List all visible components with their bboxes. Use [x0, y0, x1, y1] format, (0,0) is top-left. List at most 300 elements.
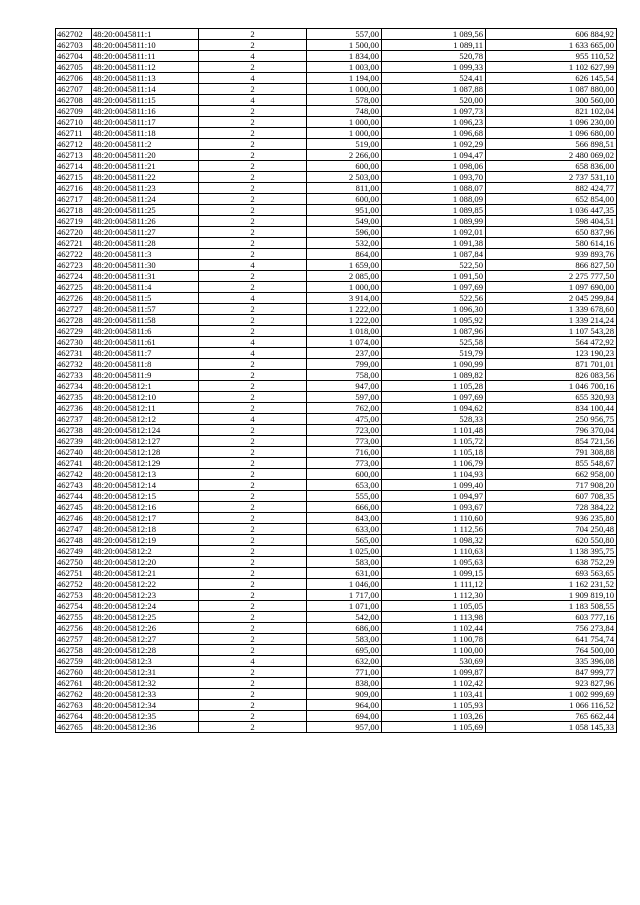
table-row — [56, 337, 617, 348]
category-cell: 2 — [199, 238, 307, 249]
category-cell: 2 — [199, 139, 307, 150]
category-cell: 2 — [199, 62, 307, 73]
area-cell: 549,00 — [307, 216, 382, 227]
cadastral-value-cell: 564 472,92 — [486, 337, 617, 348]
row-number-cell: 462747 — [56, 524, 92, 535]
category-cell: 2 — [199, 491, 307, 502]
area-cell: 600,00 — [307, 194, 382, 205]
table-row — [56, 425, 617, 436]
cadastral-number-cell: 48:20:0045812:35 — [92, 711, 199, 722]
area-cell: 1 222,00 — [307, 304, 382, 315]
row-number-cell: 462737 — [56, 414, 92, 425]
table-row — [56, 139, 617, 150]
category-cell: 2 — [199, 469, 307, 480]
cadastral-value-cell: 704 250,48 — [486, 524, 617, 535]
table-row — [56, 590, 617, 601]
specific-value-cell: 519,79 — [382, 348, 486, 359]
table-row — [56, 84, 617, 95]
table-row — [56, 414, 617, 425]
category-cell: 4 — [199, 656, 307, 667]
table-row — [56, 172, 617, 183]
row-number-cell: 462733 — [56, 370, 92, 381]
cadastral-number-cell: 48:20:0045811:15 — [92, 95, 199, 106]
cadastral-value-cell: 756 273,84 — [486, 623, 617, 634]
row-number-cell: 462716 — [56, 183, 92, 194]
specific-value-cell: 1 089,85 — [382, 205, 486, 216]
cadastral-number-cell: 48:20:0045811:4 — [92, 282, 199, 293]
category-cell: 2 — [199, 579, 307, 590]
area-cell: 716,00 — [307, 447, 382, 458]
row-number-cell: 462742 — [56, 469, 92, 480]
area-cell: 723,00 — [307, 425, 382, 436]
category-cell: 2 — [199, 117, 307, 128]
row-number-cell: 462755 — [56, 612, 92, 623]
category-cell: 2 — [199, 216, 307, 227]
cadastral-value-cell: 658 836,00 — [486, 161, 617, 172]
specific-value-cell: 1 088,09 — [382, 194, 486, 205]
category-cell: 2 — [199, 128, 307, 139]
table-row — [56, 95, 617, 106]
specific-value-cell: 1 095,63 — [382, 557, 486, 568]
cadastral-number-cell: 48:20:0045811:20 — [92, 150, 199, 161]
area-cell: 957,00 — [307, 722, 382, 733]
cadastral-value-cell: 620 550,80 — [486, 535, 617, 546]
row-number-cell: 462731 — [56, 348, 92, 359]
cadastral-number-cell: 48:20:0045811:25 — [92, 205, 199, 216]
cadastral-number-cell: 48:20:0045812:21 — [92, 568, 199, 579]
area-cell: 633,00 — [307, 524, 382, 535]
cadastral-number-cell: 48:20:0045812:127 — [92, 436, 199, 447]
cadastral-value-cell: 871 701,01 — [486, 359, 617, 370]
category-cell: 2 — [199, 392, 307, 403]
cadastral-number-cell: 48:20:0045811:16 — [92, 106, 199, 117]
specific-value-cell: 1 104,93 — [382, 469, 486, 480]
cadastral-value-cell: 765 662,44 — [486, 711, 617, 722]
specific-value-cell: 1 099,87 — [382, 667, 486, 678]
cadastral-number-cell: 48:20:0045812:10 — [92, 392, 199, 403]
row-number-cell: 462759 — [56, 656, 92, 667]
cadastral-value-cell: 123 190,23 — [486, 348, 617, 359]
row-number-cell: 462746 — [56, 513, 92, 524]
table-row — [56, 73, 617, 84]
cadastral-value-cell: 923 827,96 — [486, 678, 617, 689]
area-cell: 565,00 — [307, 535, 382, 546]
cadastral-value-cell: 626 145,54 — [486, 73, 617, 84]
row-number-cell: 462722 — [56, 249, 92, 260]
specific-value-cell: 1 105,93 — [382, 700, 486, 711]
row-number-cell: 462717 — [56, 194, 92, 205]
cadastral-value-cell: 566 898,51 — [486, 139, 617, 150]
row-number-cell: 462765 — [56, 722, 92, 733]
specific-value-cell: 1 091,50 — [382, 271, 486, 282]
area-cell: 632,00 — [307, 656, 382, 667]
area-cell: 947,00 — [307, 381, 382, 392]
category-cell: 2 — [199, 370, 307, 381]
cadastral-number-cell: 48:20:0045812:3 — [92, 656, 199, 667]
category-cell: 2 — [199, 359, 307, 370]
table-row — [56, 667, 617, 678]
cadastral-value-cell: 936 235,80 — [486, 513, 617, 524]
table-row — [56, 227, 617, 238]
area-cell: 542,00 — [307, 612, 382, 623]
specific-value-cell: 1 100,00 — [382, 645, 486, 656]
area-cell: 3 914,00 — [307, 293, 382, 304]
category-cell: 2 — [199, 502, 307, 513]
category-cell: 2 — [199, 513, 307, 524]
table-row — [56, 612, 617, 623]
cadastral-number-cell: 48:20:0045812:36 — [92, 722, 199, 733]
cadastral-value-cell: 652 854,00 — [486, 194, 617, 205]
cadastral-number-cell: 48:20:0045812:12 — [92, 414, 199, 425]
cadastral-value-cell: 866 827,50 — [486, 260, 617, 271]
specific-value-cell: 525,58 — [382, 337, 486, 348]
area-cell: 1 046,00 — [307, 579, 382, 590]
row-number-cell: 462762 — [56, 689, 92, 700]
table-row — [56, 216, 617, 227]
area-cell: 909,00 — [307, 689, 382, 700]
cadastral-number-cell: 48:20:0045812:20 — [92, 557, 199, 568]
row-number-cell: 462705 — [56, 62, 92, 73]
table-row — [56, 458, 617, 469]
cadastral-number-cell: 48:20:0045812:2 — [92, 546, 199, 557]
category-cell: 2 — [199, 601, 307, 612]
cadastral-number-cell: 48:20:0045811:2 — [92, 139, 199, 150]
row-number-cell: 462750 — [56, 557, 92, 568]
cadastral-value-cell: 641 754,74 — [486, 634, 617, 645]
table-row — [56, 568, 617, 579]
cadastral-value-cell: 764 500,00 — [486, 645, 617, 656]
cadastral-value-cell: 1 183 508,55 — [486, 601, 617, 612]
specific-value-cell: 1 087,96 — [382, 326, 486, 337]
row-number-cell: 462732 — [56, 359, 92, 370]
cadastral-number-cell: 48:20:0045812:19 — [92, 535, 199, 546]
cadastral-number-cell: 48:20:0045811:30 — [92, 260, 199, 271]
category-cell: 2 — [199, 700, 307, 711]
cadastral-value-cell: 854 721,56 — [486, 436, 617, 447]
cadastral-value-cell: 1 066 116,52 — [486, 700, 617, 711]
row-number-cell: 462730 — [56, 337, 92, 348]
row-number-cell: 462758 — [56, 645, 92, 656]
specific-value-cell: 1 102,42 — [382, 678, 486, 689]
specific-value-cell: 1 087,84 — [382, 249, 486, 260]
category-cell: 2 — [199, 557, 307, 568]
table-row — [56, 392, 617, 403]
category-cell: 2 — [199, 84, 307, 95]
row-number-cell: 462744 — [56, 491, 92, 502]
area-cell: 1 500,00 — [307, 40, 382, 51]
cadastral-number-cell: 48:20:0045811:5 — [92, 293, 199, 304]
cadastral-number-cell: 48:20:0045812:1 — [92, 381, 199, 392]
table-row — [56, 403, 617, 414]
specific-value-cell: 524,41 — [382, 73, 486, 84]
cadastral-value-cell: 1 339 214,24 — [486, 315, 617, 326]
table-row — [56, 557, 617, 568]
category-cell: 2 — [199, 711, 307, 722]
category-cell: 2 — [199, 40, 307, 51]
specific-value-cell: 1 089,99 — [382, 216, 486, 227]
area-cell: 555,00 — [307, 491, 382, 502]
cadastral-number-cell: 48:20:0045812:26 — [92, 623, 199, 634]
category-cell: 2 — [199, 612, 307, 623]
specific-value-cell: 1 097,69 — [382, 392, 486, 403]
row-number-cell: 462739 — [56, 436, 92, 447]
area-cell: 1 222,00 — [307, 315, 382, 326]
area-cell: 695,00 — [307, 645, 382, 656]
cadastral-value-cell: 650 837,96 — [486, 227, 617, 238]
row-number-cell: 462725 — [56, 282, 92, 293]
table-row — [56, 293, 617, 304]
cadastral-number-cell: 48:20:0045811:1 — [92, 29, 199, 40]
table-row — [56, 282, 617, 293]
area-cell: 578,00 — [307, 95, 382, 106]
specific-value-cell: 1 100,78 — [382, 634, 486, 645]
row-number-cell: 462713 — [56, 150, 92, 161]
specific-value-cell: 1 094,47 — [382, 150, 486, 161]
row-number-cell: 462726 — [56, 293, 92, 304]
specific-value-cell: 1 091,38 — [382, 238, 486, 249]
category-cell: 2 — [199, 326, 307, 337]
cadastral-number-cell: 48:20:0045811:10 — [92, 40, 199, 51]
table-row — [56, 711, 617, 722]
cadastral-number-cell: 48:20:0045811:14 — [92, 84, 199, 95]
table-row — [56, 238, 617, 249]
cadastral-value-cell: 580 614,16 — [486, 238, 617, 249]
cadastral-value-cell: 1 138 395,75 — [486, 546, 617, 557]
cadastral-value-cell: 1 002 999,69 — [486, 689, 617, 700]
specific-value-cell: 530,69 — [382, 656, 486, 667]
cadastral-number-cell: 48:20:0045812:34 — [92, 700, 199, 711]
area-cell: 653,00 — [307, 480, 382, 491]
row-number-cell: 462734 — [56, 381, 92, 392]
cadastral-number-cell: 48:20:0045811:21 — [92, 161, 199, 172]
table-row — [56, 623, 617, 634]
row-number-cell: 462710 — [56, 117, 92, 128]
row-number-cell: 462743 — [56, 480, 92, 491]
cadastral-value-cell: 655 320,93 — [486, 392, 617, 403]
specific-value-cell: 1 106,79 — [382, 458, 486, 469]
area-cell: 964,00 — [307, 700, 382, 711]
row-number-cell: 462749 — [56, 546, 92, 557]
area-cell: 583,00 — [307, 634, 382, 645]
table-row — [56, 689, 617, 700]
category-cell: 4 — [199, 348, 307, 359]
cadastral-number-cell: 48:20:0045811:26 — [92, 216, 199, 227]
area-cell: 694,00 — [307, 711, 382, 722]
row-number-cell: 462741 — [56, 458, 92, 469]
specific-value-cell: 1 097,69 — [382, 282, 486, 293]
table-row — [56, 304, 617, 315]
specific-value-cell: 1 099,33 — [382, 62, 486, 73]
specific-value-cell: 1 112,30 — [382, 590, 486, 601]
row-number-cell: 462756 — [56, 623, 92, 634]
cadastral-value-cell: 2 045 299,84 — [486, 293, 617, 304]
area-cell: 532,00 — [307, 238, 382, 249]
cadastral-number-cell: 48:20:0045811:18 — [92, 128, 199, 139]
area-cell: 951,00 — [307, 205, 382, 216]
category-cell: 2 — [199, 480, 307, 491]
area-cell: 597,00 — [307, 392, 382, 403]
specific-value-cell: 1 098,32 — [382, 535, 486, 546]
area-cell: 583,00 — [307, 557, 382, 568]
cadastral-number-cell: 48:20:0045811:57 — [92, 304, 199, 315]
cadastral-number-cell: 48:20:0045812:22 — [92, 579, 199, 590]
row-number-cell: 462752 — [56, 579, 92, 590]
category-cell: 4 — [199, 260, 307, 271]
category-cell: 4 — [199, 293, 307, 304]
table-row — [56, 315, 617, 326]
cadastral-number-cell: 48:20:0045811:8 — [92, 359, 199, 370]
area-cell: 1 000,00 — [307, 117, 382, 128]
specific-value-cell: 522,56 — [382, 293, 486, 304]
cadastral-value-cell: 939 893,76 — [486, 249, 617, 260]
area-cell: 1 194,00 — [307, 73, 382, 84]
category-cell: 2 — [199, 282, 307, 293]
row-number-cell: 462729 — [56, 326, 92, 337]
row-number-cell: 462760 — [56, 667, 92, 678]
area-cell: 843,00 — [307, 513, 382, 524]
category-cell: 2 — [199, 304, 307, 315]
specific-value-cell: 1 105,05 — [382, 601, 486, 612]
table-row — [56, 469, 617, 480]
area-cell: 864,00 — [307, 249, 382, 260]
area-cell: 2 503,00 — [307, 172, 382, 183]
area-cell: 762,00 — [307, 403, 382, 414]
cadastral-number-cell: 48:20:0045812:24 — [92, 601, 199, 612]
row-number-cell: 462719 — [56, 216, 92, 227]
specific-value-cell: 1 093,67 — [382, 502, 486, 513]
category-cell: 2 — [199, 403, 307, 414]
specific-value-cell: 1 112,56 — [382, 524, 486, 535]
specific-value-cell: 528,33 — [382, 414, 486, 425]
row-number-cell: 462703 — [56, 40, 92, 51]
cadastral-number-cell: 48:20:0045812:15 — [92, 491, 199, 502]
row-number-cell: 462708 — [56, 95, 92, 106]
area-cell: 1 834,00 — [307, 51, 382, 62]
table-row — [56, 260, 617, 271]
category-cell: 2 — [199, 436, 307, 447]
specific-value-cell: 1 096,30 — [382, 304, 486, 315]
cadastral-number-cell: 48:20:0045811:31 — [92, 271, 199, 282]
specific-value-cell: 520,00 — [382, 95, 486, 106]
table-row — [56, 106, 617, 117]
cadastral-value-cell: 955 110,52 — [486, 51, 617, 62]
specific-value-cell: 1 105,72 — [382, 436, 486, 447]
area-cell: 2 266,00 — [307, 150, 382, 161]
specific-value-cell: 1 110,63 — [382, 546, 486, 557]
cadastral-number-cell: 48:20:0045812:16 — [92, 502, 199, 513]
row-number-cell: 462715 — [56, 172, 92, 183]
area-cell: 773,00 — [307, 458, 382, 469]
cadastral-value-cell: 717 908,20 — [486, 480, 617, 491]
area-cell: 237,00 — [307, 348, 382, 359]
area-cell: 1 003,00 — [307, 62, 382, 73]
cadastral-value-cell: 638 752,29 — [486, 557, 617, 568]
cadastral-value-cell: 791 308,88 — [486, 447, 617, 458]
table-row — [56, 491, 617, 502]
row-number-cell: 462754 — [56, 601, 92, 612]
cadastral-number-cell: 48:20:0045811:27 — [92, 227, 199, 238]
category-cell: 4 — [199, 414, 307, 425]
specific-value-cell: 1 099,15 — [382, 568, 486, 579]
table-row — [56, 249, 617, 260]
category-cell: 2 — [199, 106, 307, 117]
cadastral-number-cell: 48:20:0045812:18 — [92, 524, 199, 535]
row-number-cell: 462764 — [56, 711, 92, 722]
cadastral-value-table — [55, 28, 617, 733]
table-row — [56, 447, 617, 458]
cadastral-value-cell: 1 087 880,00 — [486, 84, 617, 95]
table-row — [56, 700, 617, 711]
cadastral-number-cell: 48:20:0045812:31 — [92, 667, 199, 678]
cadastral-number-cell: 48:20:0045811:28 — [92, 238, 199, 249]
specific-value-cell: 1 094,97 — [382, 491, 486, 502]
specific-value-cell: 1 089,56 — [382, 29, 486, 40]
row-number-cell: 462757 — [56, 634, 92, 645]
category-cell: 4 — [199, 51, 307, 62]
area-cell: 631,00 — [307, 568, 382, 579]
specific-value-cell: 1 101,48 — [382, 425, 486, 436]
specific-value-cell: 1 105,69 — [382, 722, 486, 733]
cadastral-value-cell: 1 046 700,16 — [486, 381, 617, 392]
area-cell: 1 659,00 — [307, 260, 382, 271]
row-number-cell: 462761 — [56, 678, 92, 689]
cadastral-number-cell: 48:20:0045811:58 — [92, 315, 199, 326]
area-cell: 557,00 — [307, 29, 382, 40]
category-cell: 4 — [199, 73, 307, 84]
specific-value-cell: 1 093,70 — [382, 172, 486, 183]
category-cell: 2 — [199, 645, 307, 656]
row-number-cell: 462721 — [56, 238, 92, 249]
table-row — [56, 678, 617, 689]
area-cell: 686,00 — [307, 623, 382, 634]
category-cell: 2 — [199, 205, 307, 216]
cadastral-number-cell: 48:20:0045812:124 — [92, 425, 199, 436]
cadastral-value-cell: 1 633 665,00 — [486, 40, 617, 51]
category-cell: 2 — [199, 623, 307, 634]
category-cell: 2 — [199, 183, 307, 194]
cadastral-number-cell: 48:20:0045811:12 — [92, 62, 199, 73]
table-row — [56, 51, 617, 62]
area-cell: 748,00 — [307, 106, 382, 117]
table-row — [56, 205, 617, 216]
area-cell: 1 000,00 — [307, 84, 382, 95]
cadastral-number-cell: 48:20:0045812:28 — [92, 645, 199, 656]
cadastral-value-cell: 882 424,77 — [486, 183, 617, 194]
cadastral-value-cell: 834 100,44 — [486, 403, 617, 414]
area-cell: 811,00 — [307, 183, 382, 194]
cadastral-value-cell: 1 339 678,60 — [486, 304, 617, 315]
category-cell: 2 — [199, 447, 307, 458]
cadastral-value-cell: 826 083,56 — [486, 370, 617, 381]
specific-value-cell: 1 090,99 — [382, 359, 486, 370]
cadastral-number-cell: 48:20:0045811:11 — [92, 51, 199, 62]
cadastral-value-cell: 1 102 627,99 — [486, 62, 617, 73]
table-row — [56, 579, 617, 590]
category-cell: 2 — [199, 249, 307, 260]
category-cell: 2 — [199, 172, 307, 183]
row-number-cell: 462704 — [56, 51, 92, 62]
table-row — [56, 656, 617, 667]
cadastral-number-cell: 48:20:0045812:33 — [92, 689, 199, 700]
cadastral-number-cell: 48:20:0045811:24 — [92, 194, 199, 205]
specific-value-cell: 1 089,82 — [382, 370, 486, 381]
specific-value-cell: 1 097,73 — [382, 106, 486, 117]
category-cell: 2 — [199, 634, 307, 645]
cadastral-number-cell: 48:20:0045811:13 — [92, 73, 199, 84]
table-row — [56, 436, 617, 447]
row-number-cell: 462735 — [56, 392, 92, 403]
cadastral-value-cell: 1 096 680,00 — [486, 128, 617, 139]
